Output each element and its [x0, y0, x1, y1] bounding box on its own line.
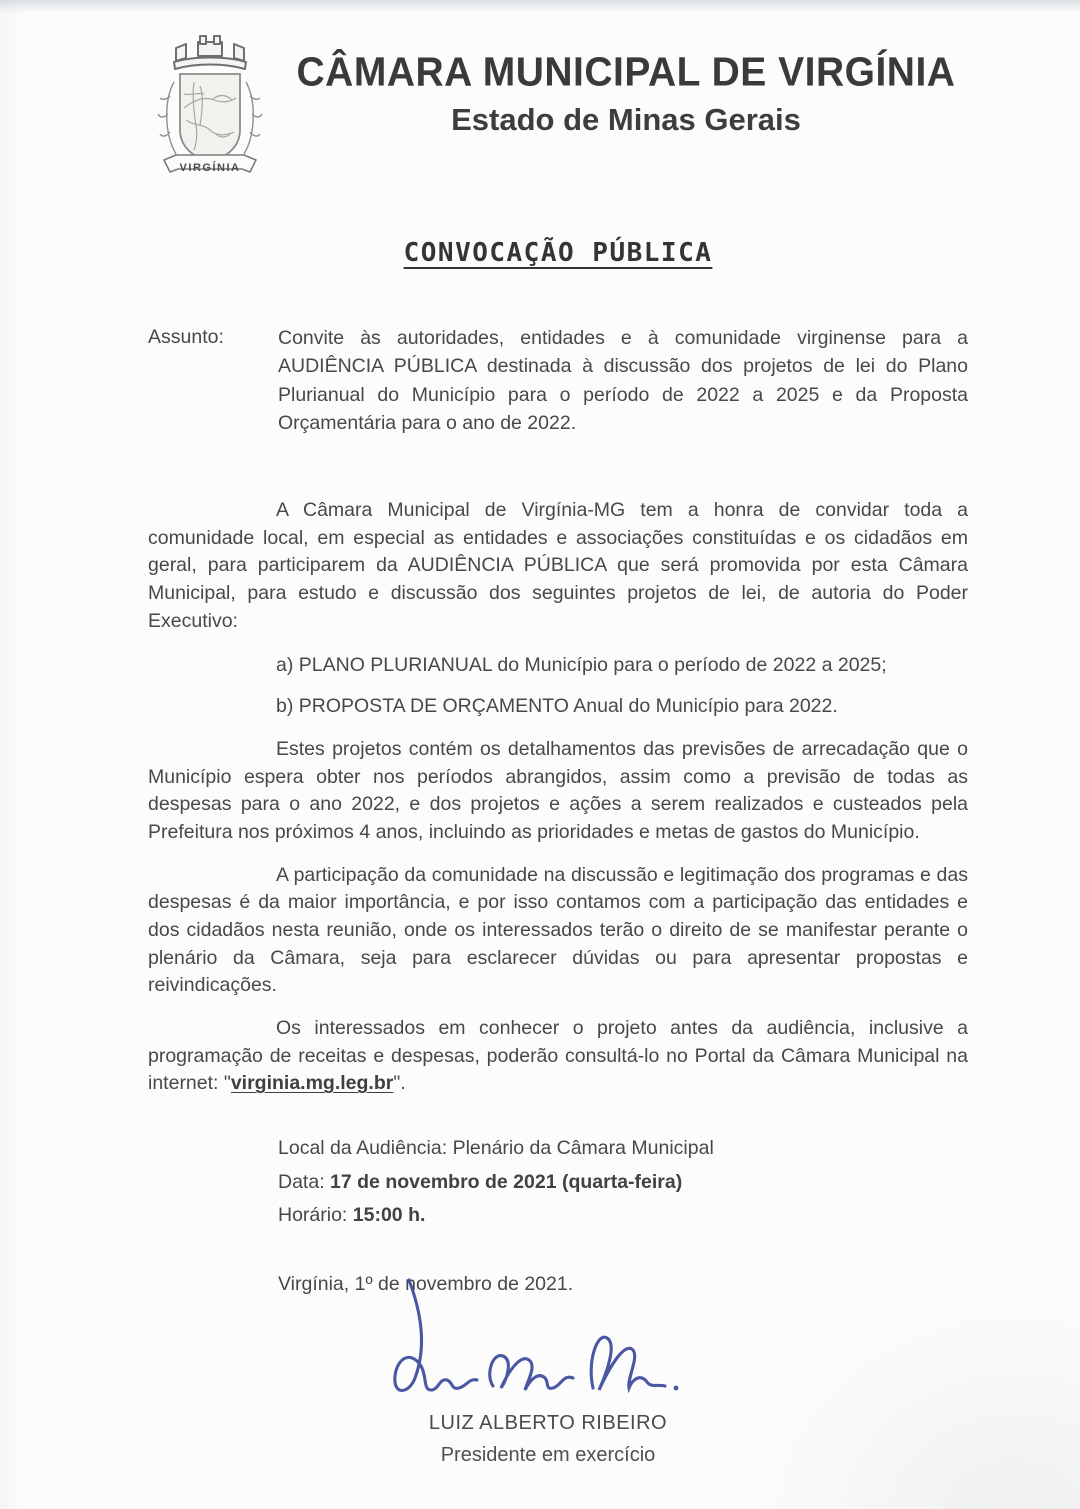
letterhead-titles — [266, 30, 968, 137]
paragraph-portal-tail: ". — [393, 1072, 406, 1095]
list-item-plano-plurianual: a) PLANO PLURIANUAL do Município para o período de 2022 a 2025; — [276, 653, 887, 676]
municipal-coat-of-arms-icon — [154, 30, 266, 188]
paragraph-participacao: A participação da comunidade na discussão e legitimação dos programas e das despesas é da maior importância, e por isso contamos com a participação das entidades e dos cidadãos nesta reunião, onde os interessados terão o direito de se manifestar perante o plenário da Câmara, seja para esclarecer dúvidas ou para apresentar propostas e reivindicações. — [148, 863, 968, 997]
list-item-proposta-orcamento: b) PROPOSTA DE ORÇAMENTO Anual do Município para 2022. — [276, 695, 838, 718]
law-projects-list — [276, 652, 968, 721]
org-state: Estado de Minas Gerais — [451, 101, 801, 137]
paragraph-portal-text: Os interessados em conhecer o projeto antes da audiência, inclusive a programação de receitas e despesas, poderão consultá-lo no Portal da Câmara Municipal na internet: " — [148, 1017, 968, 1095]
audience-time-line — [278, 1199, 968, 1233]
audience-details — [278, 1132, 968, 1233]
dateline: Virgínia, 1º de novembro de 2021. — [278, 1272, 574, 1295]
handwritten-signature-image — [376, 1278, 726, 1428]
scan-shade-artifact — [0, 0, 26, 1509]
portal-url-text: virginia.mg.leg.br — [230, 1072, 394, 1095]
audience-location-line — [278, 1132, 968, 1166]
paragraph-detalhamentos: Estes projetos contém os detalhamentos das previsões de arrecadação que o Município espera obter nos períodos abrangidos, assim como a previsão de todas as despesas para o ano 2022, e dos projetos e ações a serem realizados e custeados pela Prefeitura nos próximos 4 anos, incluindo as prioridades e metas de gastos do Município. — [148, 737, 968, 843]
time-value: 15:00 h. — [352, 1204, 426, 1227]
location-label: Local da Audiência: — [278, 1137, 448, 1160]
subject-label: Assunto: — [148, 326, 224, 348]
location-value: Plenário da Câmara Municipal — [452, 1137, 714, 1160]
signature-block — [148, 1300, 968, 1490]
signer-name: LUIZ ALBERTO RIBEIRO — [428, 1412, 668, 1435]
document-title: CONVOCAÇÃO PÚBLICA — [403, 238, 713, 268]
time-label: Horário: — [278, 1204, 348, 1227]
date-value: 17 de novembro de 2021 (quarta-feira) — [330, 1170, 683, 1193]
paragraph-portal — [148, 1015, 968, 1098]
scan-edge-artifact — [0, 0, 1080, 13]
org-name: CÂMARA MUNICIPAL DE VIRGÍNIA — [296, 50, 956, 95]
subject-block — [148, 324, 968, 437]
paragraph-invitation: A Câmara Municipal de Virgínia-MG tem a honra de convidar toda a comunidade local, em especial as entidades e associações constituídas e os cidadãos em geral, para participarem da AUDIÊNCIA PÚBLICA que será promovida por esta Câmara Municipal, para estudo e discussão dos seguintes projetos de lei, de autoria do Poder Executivo: — [148, 499, 968, 632]
signer-role: Presidente em exercício — [440, 1444, 656, 1467]
document-content — [148, 30, 968, 1490]
crest-banner-text: VIRGÍNIA — [179, 162, 241, 174]
letterhead — [148, 30, 968, 188]
date-label: Data: — [278, 1170, 325, 1193]
subject-text: Convite às autoridades, entidades e à comunidade virginense para a AUDIÊNCIA PÚBLICA destinada à discussão dos projetos de lei do Plano Plurianual do Município para o período de 2022 a 2025 e da Proposta Orçamentária para o ano de 2022. — [278, 327, 968, 434]
audience-date-line — [278, 1166, 968, 1200]
